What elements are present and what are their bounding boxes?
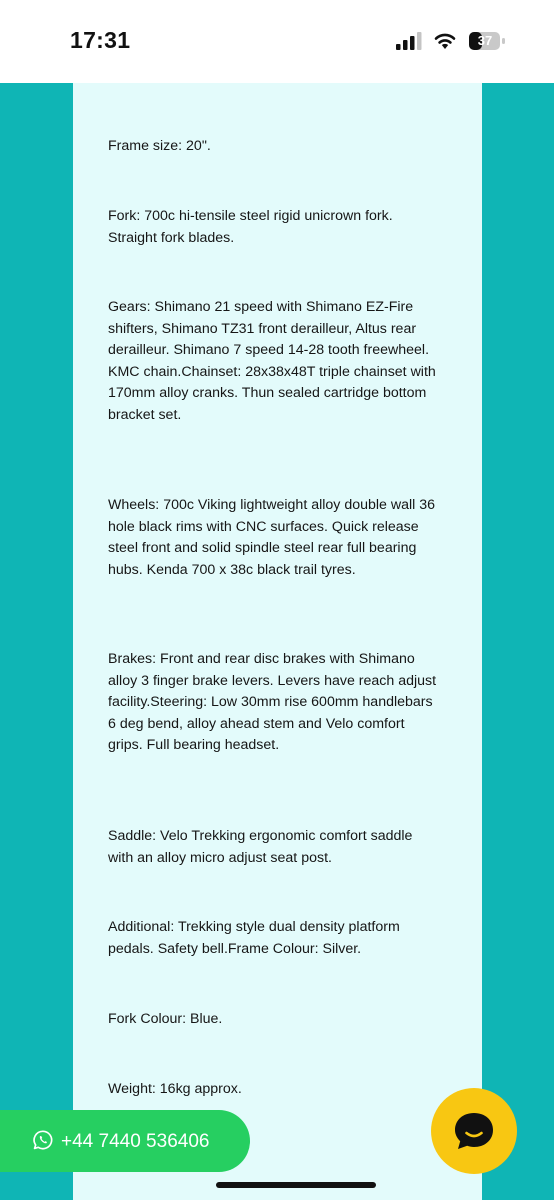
spec-fork: Fork: 700c hi-tensile steel rigid unicrown fork. Straight fork blades. [108, 208, 393, 246]
spec-fork-colour: Fork Colour: Blue. [108, 1011, 223, 1027]
battery-level: 37 [477, 33, 493, 48]
wifi-icon [433, 30, 457, 50]
spec-weight: Weight: 16kg approx. [108, 1081, 242, 1097]
spec-saddle: Saddle: Velo Trekking ergonomic comfort saddle with an alloy micro adjust seat post. [108, 828, 413, 866]
spec-panel [73, 83, 482, 1200]
home-indicator[interactable] [216, 1182, 376, 1188]
chat-bubble-icon [452, 1109, 496, 1153]
whatsapp-button[interactable] [0, 1110, 250, 1172]
signal-icon [396, 32, 422, 50]
spec-wheels: Wheels: 700c Viking lightweight alloy double wall 36 hole black rims with CNC surfaces. Quick release steel front and solid spindle steel rear full bearing hubs. Kenda 700 x 38c black trail tyres. [108, 497, 436, 578]
status-time: 17:31 [70, 27, 131, 53]
spec-gears: Gears: Shimano 21 speed with Shimano EZ-Fire shifters, Shimano TZ31 front derailleur, Altus rear derailleur. Shimano 7 speed 14-28 tooth freewheel. KMC chain.Chainset: 28x38x48T triple chainset with 170mm alloy cranks. Thun sealed cartridge bottom bracket set. [108, 299, 436, 423]
status-bar [0, 0, 554, 83]
spec-additional: Additional: Trekking style dual density platform pedals. Safety bell.Frame Colour: Silver. [108, 919, 400, 957]
spec-frame-size: Frame size: 20". [108, 138, 211, 154]
whatsapp-icon [32, 1129, 54, 1151]
whatsapp-phone-number: +44 7440 536406 [61, 1131, 210, 1152]
spec-brakes: Brakes: Front and rear disc brakes with Shimano alloy 3 finger brake levers. Levers have reach adjust facility.Steering: Low 30mm rise 600mm handlebars 6 deg bend, alloy ahead stem and Velo comfort grips. Full bearing headset. [108, 651, 437, 753]
chat-button[interactable] [431, 1088, 517, 1174]
